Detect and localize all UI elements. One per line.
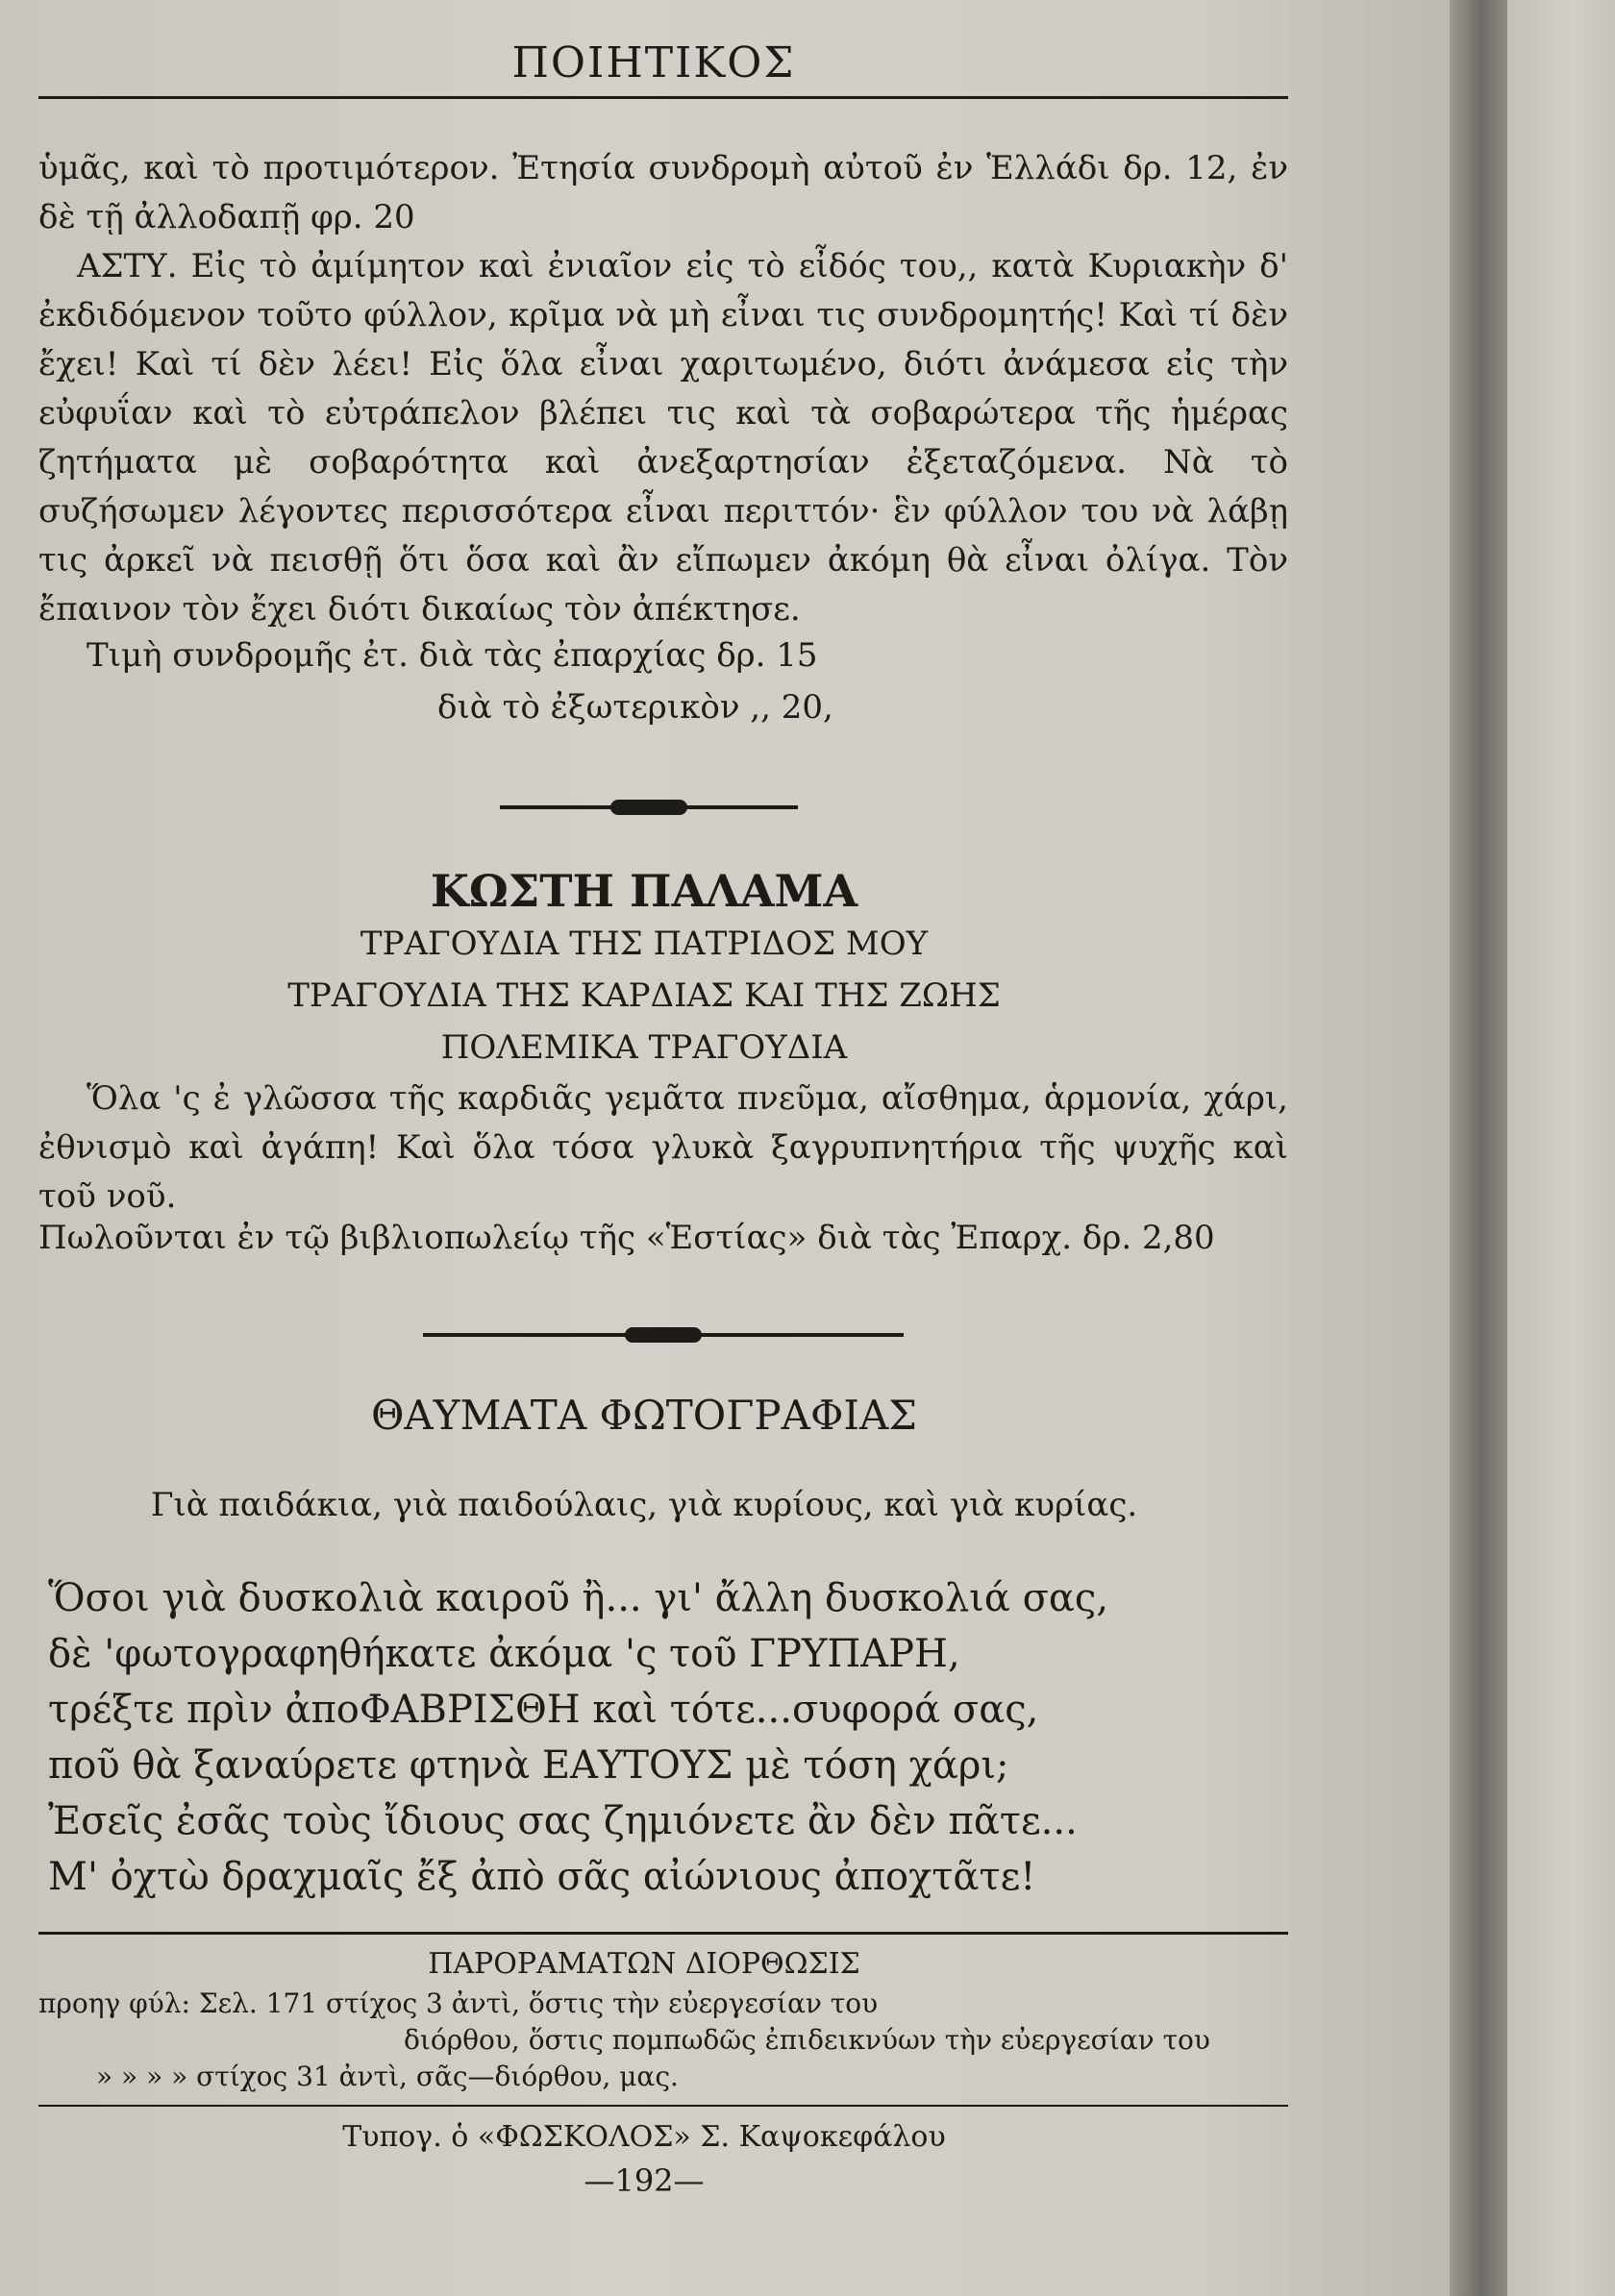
price-line-2: διὰ τὸ ἐξωτερικὸν ,, 20, bbox=[437, 688, 833, 727]
notice-paragraph-2: ΑΣΤΥ. Εἰς τὸ ἀμίμητον καὶ ἐνιαῖον εἰς τὸ εἶδός του,, κατὰ Κυριακὴν δ' ἐκδιδόμενον τοῦτο φύλλον, κρῖμα νὰ μὴ εἶναι τις συνδρομητής! Καὶ τί δὲν ἔχει! Καὶ τί δὲν λέει! Εἰς ὅλα εἶναι χαριτωμένο, διότι ἀνάμεσα εἰς τὴν εὐφυΐαν καὶ τὸ εὐτράπελον βλέπει τις καὶ τὰ σοβαρώτερα τῆς ἡμέρας ζητήματα μὲ σοβαρότητα καὶ ἀνεξαρτησίαν ἐξεταζόμενα. Νὰ τὸ συζήσωμεν λέγοντες περισσότερα εἶναι περιττόν· ἓν φύλλον του νὰ λάβῃ τις ἀρκεῖ νὰ πεισθῇ ὅτι ὅσα καὶ ἂν εἴπωμεν ἀκόμη θὰ εἶναι ὀλίγα. Τὸν ἔπαινον τὸν ἔχει διότι δικαίως τὸν ἀπέκτησε. bbox=[38, 247, 1288, 629]
errata-line-3: » » » » στίχος 31 ἀντὶ, σᾶς—διόρθου, μας. bbox=[96, 2061, 679, 2092]
errata-top-rule bbox=[38, 1932, 1288, 1935]
photo-ad-title: ΘΑΥΜΑΤΑ ΦΩΤΟΓΡΑΦΙΑΣ bbox=[370, 1392, 917, 1439]
errata-line-2: διόρθου, ὅστις πομπωδῶς ἐπιδεικνύων τὴν εὐεργεσίαν του bbox=[404, 2024, 1210, 2056]
header-rule bbox=[38, 96, 1288, 99]
palamas-body: Ὅλα 'ς ἐ γλῶσσα τῆς καρδιᾶς γεμᾶτα πνεῦμα, αἴσθημα, ἁρμονία, χάρι, ἐθνισμὸ καὶ ἀγάπη! Καὶ ὅλα τόσα γλυκὰ ξαγρυπνητήρια τῆς ψυχῆς καὶ τοῦ νοῦ. bbox=[38, 1079, 1288, 1216]
palamas-sale-line: Πωλοῦνται ἐν τῷ βιβλιοπωλείῳ τῆς «Ἑστίας» διὰ τὰς Ἐπαρχ. δρ. 2,80 bbox=[38, 1219, 1215, 1257]
palamas-title-2: ΤΡΑΓΟΥΔΙΑ ΤΗΣ ΚΑΡΔΙΑΣ ΚΑΙ ΤΗΣ ΖΩΗΣ bbox=[287, 976, 1001, 1015]
photo-verse-6: Μ' ὀχτὼ δραχμαῖς ἔξ ἀπὸ σᾶς αἰώνιους ἀποχτᾶτε! bbox=[48, 1855, 1036, 1899]
errata-title: ΠΑΡΟΡΑΜΑΤΩΝ ΔΙΟΡΘΩΣΙΣ bbox=[428, 1947, 860, 1981]
notice-paragraph-1: ὑμᾶς, καὶ τὸ προτιμότερον. Ἐτησία συνδρομὴ αὐτοῦ ἐν Ἑλλάδι δρ. 12, ἐν δὲ τῇ ἀλλοδαπῇ φρ. 20 bbox=[38, 149, 1288, 236]
running-head: ΠΟΙΗΤΙΚΟΣ bbox=[511, 38, 796, 87]
ornament-knot-1 bbox=[610, 800, 687, 815]
errata-line-1: προηγ φύλ: Σελ. 171 στίχος 3 ἀντὶ, ὅστις τὴν εὐεργεσίαν του bbox=[38, 1987, 879, 2019]
palamas-title-1: ΤΡΑΓΟΥΔΙΑ ΤΗΣ ΠΑΤΡΙΔΟΣ ΜΟΥ bbox=[360, 925, 929, 963]
page-number: —192— bbox=[584, 2162, 705, 2199]
facing-page-edge bbox=[1507, 0, 1615, 2296]
photo-verse-1: Ὅσοι γιὰ δυσκολιὰ καιροῦ ἢ... γι' ἄλλη δυσκολιά σας, bbox=[48, 1576, 1109, 1620]
binding-gutter bbox=[1450, 0, 1507, 2296]
photo-ad-subtitle: Γιὰ παιδάκια, γιὰ παιδούλαις, γιὰ κυρίους, καὶ γιὰ κυρίας. bbox=[150, 1486, 1138, 1524]
photo-verse-4: ποῦ θὰ ξαναύρετε φτηνὰ ΕΑΥΤΟΥΣ μὲ τόση χάρι; bbox=[48, 1743, 1009, 1788]
photo-verse-5: Ἐσεῖς ἐσᾶς τοὺς ἴδιους σας ζημιόνετε ἂν δὲν πᾶτε... bbox=[48, 1799, 1078, 1843]
photo-verse-2: δὲ 'φωτογραφηθήκατε ἀκόμα 'ς τοῦ ΓΡΥΠΑΡΗ, bbox=[48, 1632, 960, 1676]
ornament-knot-2 bbox=[625, 1327, 702, 1343]
errata-bottom-rule bbox=[38, 2105, 1288, 2107]
price-line-1: Τιμὴ συνδρομῆς ἐτ. διὰ τὰς ἐπαρχίας δρ. 15 bbox=[87, 636, 818, 675]
photo-verse-3: τρέξτε πρὶν ἀποΦΑΒΡΙΣΘΗ καὶ τότε...συφορά σας, bbox=[48, 1688, 1039, 1732]
palamas-title-3: ΠΟΛΕΜΙΚΑ ΤΡΑΓΟΥΔΙΑ bbox=[440, 1028, 848, 1067]
palamas-author: ΚΩΣΤΗ ΠΑΛΑΜΑ bbox=[430, 865, 858, 917]
printer-imprint: Τυπογ. ὁ «ΦΩΣΚΟΛΟΣ» Σ. Καψοκεφάλου bbox=[342, 2120, 946, 2154]
